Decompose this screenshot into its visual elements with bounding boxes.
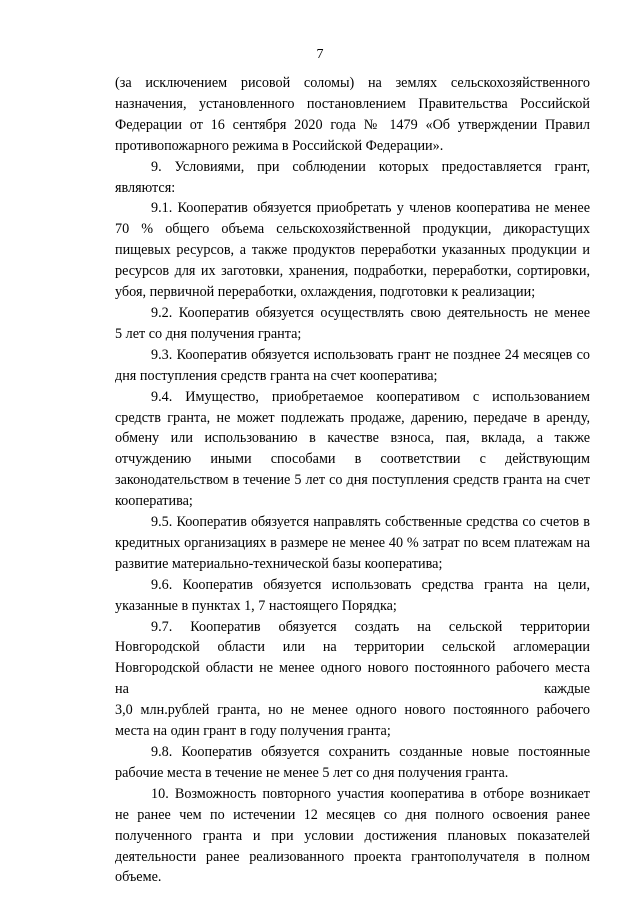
text-line: Федерации от 16 сентября 2020 года № 1479 «Об утверждении Правил bbox=[115, 116, 590, 133]
text-line: 9.7. Кооператив обязуется создать на сельской территории bbox=[151, 618, 590, 635]
text-line: средств гранта, не может подлежать продаже, дарению, передаче в аренду, bbox=[115, 409, 590, 426]
paragraph-9-8 bbox=[115, 742, 590, 784]
text-line: рабочие места в течение не менее 5 лет со дня получения гранта. bbox=[115, 764, 509, 781]
text-line: законодательством в течение 5 лет со дня поступления средств гранта на счет bbox=[115, 472, 590, 489]
text-line: на каждые bbox=[115, 681, 590, 698]
text-line: 5 лет со дня получения гранта; bbox=[115, 325, 302, 342]
text-line: места на один грант в году получения гранта; bbox=[115, 723, 391, 740]
text-line: не ранее чем по истечении 12 месяцев со дня полного освоения ранее bbox=[115, 806, 590, 823]
text-line: 9.6. Кооператив обязуется использовать средства гранта на цели, bbox=[151, 576, 590, 593]
text-line: отчуждению иными способами в соответствии с действующим bbox=[115, 451, 590, 468]
text-line: объеме. bbox=[115, 869, 162, 886]
text-line: дня поступления средств гранта на счет кооператива; bbox=[115, 367, 438, 384]
text-line: развитие материально-технической базы кооператива; bbox=[115, 555, 443, 572]
paragraph-10 bbox=[115, 784, 590, 889]
text-line: обмену или использованию в качестве взноса, пая, вклада, а также bbox=[115, 430, 590, 447]
paragraph-9 bbox=[115, 157, 590, 199]
paragraph-continuation bbox=[115, 73, 590, 157]
text-line: назначения, установленного постановлением Правительства Российской bbox=[115, 95, 590, 112]
text-line: 9.8. Кооператив обязуется сохранить созданные новые постоянные bbox=[151, 744, 590, 760]
paragraph-9-7 bbox=[115, 617, 590, 742]
text-line: 9.5. Кооператив обязуется направлять собственные средства со счетов в bbox=[151, 514, 590, 531]
paragraph-9-3 bbox=[115, 345, 590, 387]
paragraph-9-1 bbox=[115, 198, 590, 303]
text-line: 9.1. Кооператив обязуется приобретать у членов кооператива не менее bbox=[151, 200, 590, 217]
paragraph-9-6 bbox=[115, 575, 590, 617]
text-line: являются: bbox=[115, 179, 176, 196]
text-line: 70 % общего объема сельскохозяйственной продукции, дикорастущих bbox=[115, 221, 590, 238]
text-line: противопожарного режима в Российской Федерации». bbox=[115, 137, 444, 154]
text-line: убоя, первичной переработки, охлаждения, подготовки к реализации; bbox=[115, 284, 536, 301]
text-line: 9. Условиями, при соблюдении которых предоставляется грант, bbox=[151, 158, 590, 175]
text-line: Новгородской области или на территории сельской агломерации bbox=[115, 639, 590, 656]
text-line: (за исключением рисовой соломы) на землях сельскохозяйственного bbox=[115, 75, 590, 91]
paragraph-9-4 bbox=[115, 387, 590, 512]
text-line: деятельности ранее реализованного проекта грантополучателя в полном bbox=[115, 848, 590, 865]
text-line: 10. Возможность повторного участия кооператива в отборе возникает bbox=[151, 785, 590, 802]
paragraph-9-2 bbox=[115, 303, 590, 345]
page-number: 7 bbox=[316, 47, 324, 62]
text-line: 9.3. Кооператив обязуется использовать грант не позднее 24 месяцев со bbox=[151, 346, 590, 363]
text-line: Новгородской области не менее одного нового постоянного рабочего места bbox=[115, 660, 590, 677]
text-line: указанные в пунктах 1, 7 настоящего Порядка; bbox=[115, 597, 397, 614]
text-line: 3,0 млн.рублей гранта, но не менее одного нового постоянного рабочего bbox=[115, 702, 590, 719]
text-line: кооператива; bbox=[115, 493, 193, 510]
text-line: 9.4. Имущество, приобретаемое кооперативом с использованием bbox=[151, 388, 590, 405]
document-body bbox=[115, 73, 590, 888]
paragraph-9-5 bbox=[115, 512, 590, 575]
text-line: кредитных организациях в размере не менее 40 % затрат по всем платежам на bbox=[115, 534, 590, 551]
text-line: полученного гранта и при условии достижения плановых показателей bbox=[115, 827, 590, 844]
text-line: 9.2. Кооператив обязуется осуществлять свою деятельность не менее bbox=[151, 304, 590, 321]
text-line: пищевых ресурсов, а также продуктов переработки указанных продукции и bbox=[115, 242, 590, 259]
text-line: ресурсов для их заготовки, хранения, подработки, переработки, сортировки, bbox=[115, 263, 590, 280]
